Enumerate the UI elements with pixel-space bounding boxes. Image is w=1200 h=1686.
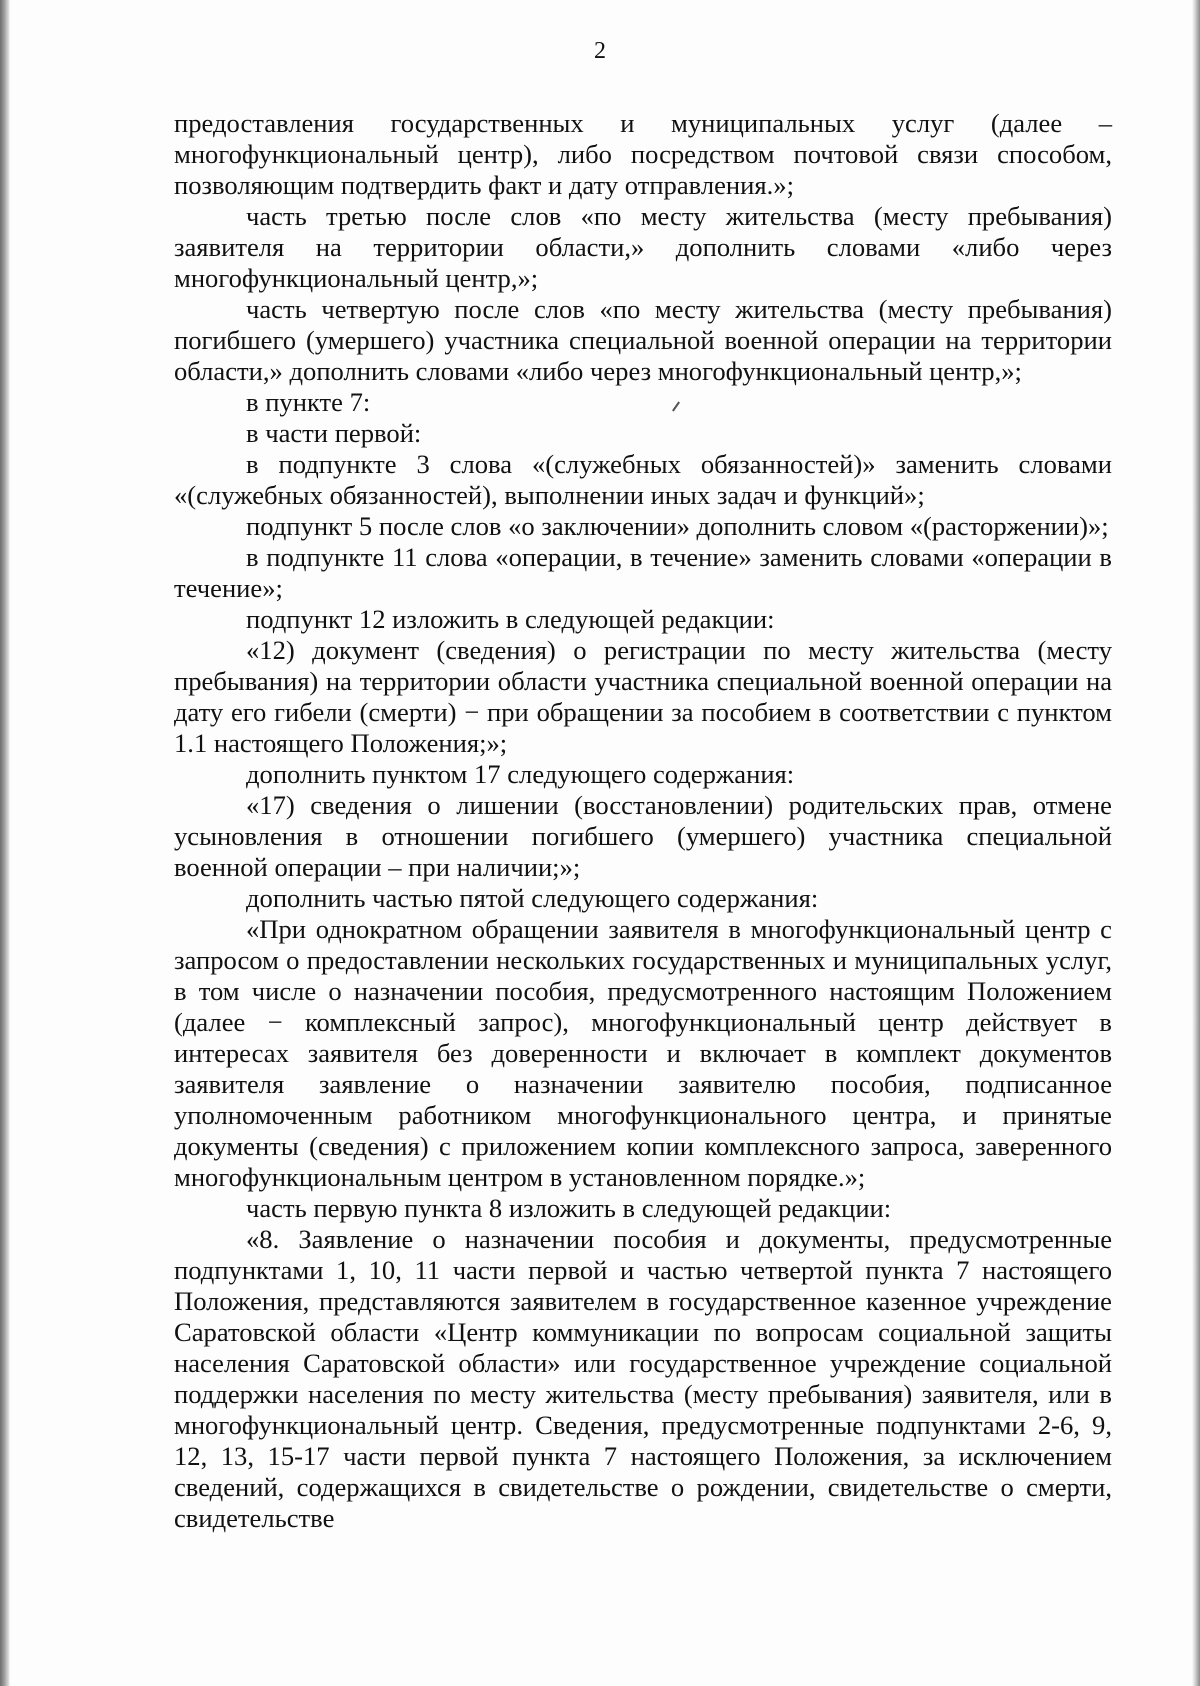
paragraph: часть четвертую после слов «по месту жительства (месту пребывания) погибшего (умершего) участника специальной военной операции на территории области,» дополнить словами «либо через многофункциональный центр,»; [174,294,1112,386]
paragraph: в части первой: [246,418,422,448]
document-body [174,108,1112,1534]
paragraph: дополнить частью пятой следующего содержания: [246,883,819,913]
paragraph: часть первую пункта 8 изложить в следующей редакции: [246,1193,892,1223]
paragraph: в подпункте 11 слова «операции, в течение» заменить словами «операции в течение»; [174,542,1112,603]
paragraph: в пункте 7: [246,387,371,417]
paragraph: «12) документ (сведения) о регистрации по месту жительства (месту пребывания) на территории области участника специальной военной операции на дату его гибели (смерти) − при обращении за пособием в соответствии с пунктом 1.1 настоящего Положения;»; [174,635,1112,758]
paragraph: дополнить пунктом 17 следующего содержания: [246,759,795,789]
paragraph: «При однократном обращении заявителя в многофункциональный центр с запросом о предоставлении нескольких государственных и муниципальных услуг, в том числе о назначении пособия, предусмотренного настоящим Положением (далее − комплексный запрос), многофункциональный центр действует в интересах заявителя без доверенности и включает в комплект документов заявителя заявление о назначении заявителю пособия, подписанное уполномоченным работником многофункционального центра, и принятые документы (сведения) с приложением копии комплексного запроса, заверенного многофункциональным центром в установленном порядке.»; [174,914,1112,1192]
paragraph: «8. Заявление о назначении пособия и документы, предусмотренные подпунктами 1, 10, 11 части первой и частью четвертой пункта 7 настоящего Положения, представляются заявителем в государственное казенное учреждение Саратовской области «Центр коммуникации по вопросам социальной защиты населения Саратовской области» или государственное учреждение социальной поддержки населения по месту жительства (месту пребывания) заявителя, или в многофункциональный центр. Сведения, предусмотренные подпунктами 2-6, 9, 12, 13, 15-17 части первой пункта 7 настоящего Положения, за исключением сведений, содержащихся в свидетельстве о рождении, свидетельстве о смерти, свидетельстве [174,1224,1112,1533]
scan-edge-left [0,0,10,1686]
paragraph: подпункт 5 после слов «о заключении» дополнить словом «(расторжении)»; [246,511,1109,541]
paragraph: в подпункте 3 слова «(служебных обязанностей)» заменить словами «(служебных обязанностей), выполнении иных задач и функций»; [174,449,1112,510]
page-number: 2 [594,38,606,64]
paragraph: подпункт 12 изложить в следующей редакции: [246,604,775,634]
paragraph: предоставления государственных и муниципальных услуг (далее – многофункциональный центр), либо посредством почтовой связи способом, позволяющим подтвердить факт и дату отправления.»; [174,108,1112,200]
scan-edge-right [1192,0,1200,1686]
paragraph: «17) сведения о лишении (восстановлении) родительских прав, отмене усыновления в отношении погибшего (умершего) участника специальной военной операции – при наличии;»; [174,790,1112,882]
paragraph: часть третью после слов «по месту жительства (месту пребывания) заявителя на территории области,» дополнить словами «либо через многофункциональный центр,»; [174,201,1112,293]
